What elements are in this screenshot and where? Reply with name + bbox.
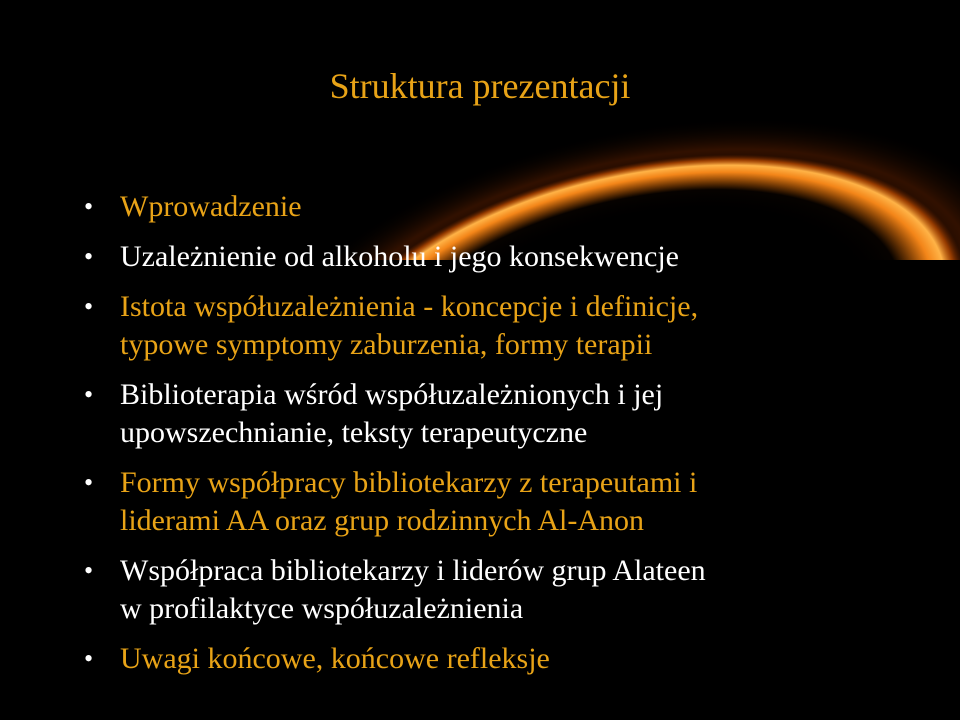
bullet-line: upowszechnianie, teksty terapeutyczne (120, 416, 588, 449)
bullet-text (120, 464, 924, 540)
bullet-dot-icon: • (84, 468, 94, 497)
bullet-line: Uwagi końcowe, końcowe refleksje (120, 642, 550, 675)
slide-title (0, 62, 960, 110)
bullet-dot-icon: • (84, 192, 94, 221)
bullet-item (84, 640, 924, 678)
bullet-line: Uzależnienie od alkoholu i jego konsekwencje (120, 240, 679, 273)
bullet-line: Wprowadzenie (120, 190, 302, 223)
bullet-line: Biblioterapia wśród współuzależnionych i jej (120, 378, 664, 411)
bullet-text (120, 640, 924, 678)
bullet-item (84, 552, 924, 628)
bullet-line: Istota współuzależnienia - koncepcje i definicje, (120, 290, 699, 323)
slide-title-text: Struktura prezentacji (329, 66, 631, 106)
bullet-line: Współpraca bibliotekarzy i liderów grup Alateen (120, 554, 706, 587)
bullet-list (84, 188, 924, 690)
bullet-text (120, 238, 924, 276)
bullet-item (84, 464, 924, 540)
bullet-dot-icon: • (84, 242, 94, 271)
bullet-line: liderami AA oraz grup rodzinnych Al-Anon (120, 504, 645, 537)
bullet-text (120, 288, 924, 364)
bullet-item (84, 238, 924, 276)
bullet-line: w profilaktyce współuzależnienia (120, 592, 524, 625)
bullet-dot-icon: • (84, 556, 94, 585)
bullet-item (84, 288, 924, 364)
bullet-text (120, 552, 924, 628)
bullet-line: typowe symptomy zaburzenia, formy terapii (120, 328, 653, 361)
bullet-dot-icon: • (84, 644, 94, 673)
bullet-text (120, 376, 924, 452)
bullet-dot-icon: • (84, 292, 94, 321)
bullet-line: Formy współpracy bibliotekarzy z terapeutami i (120, 466, 698, 499)
bullet-item (84, 188, 924, 226)
bullet-text (120, 188, 924, 226)
bullet-item (84, 376, 924, 452)
bullet-dot-icon: • (84, 380, 94, 409)
